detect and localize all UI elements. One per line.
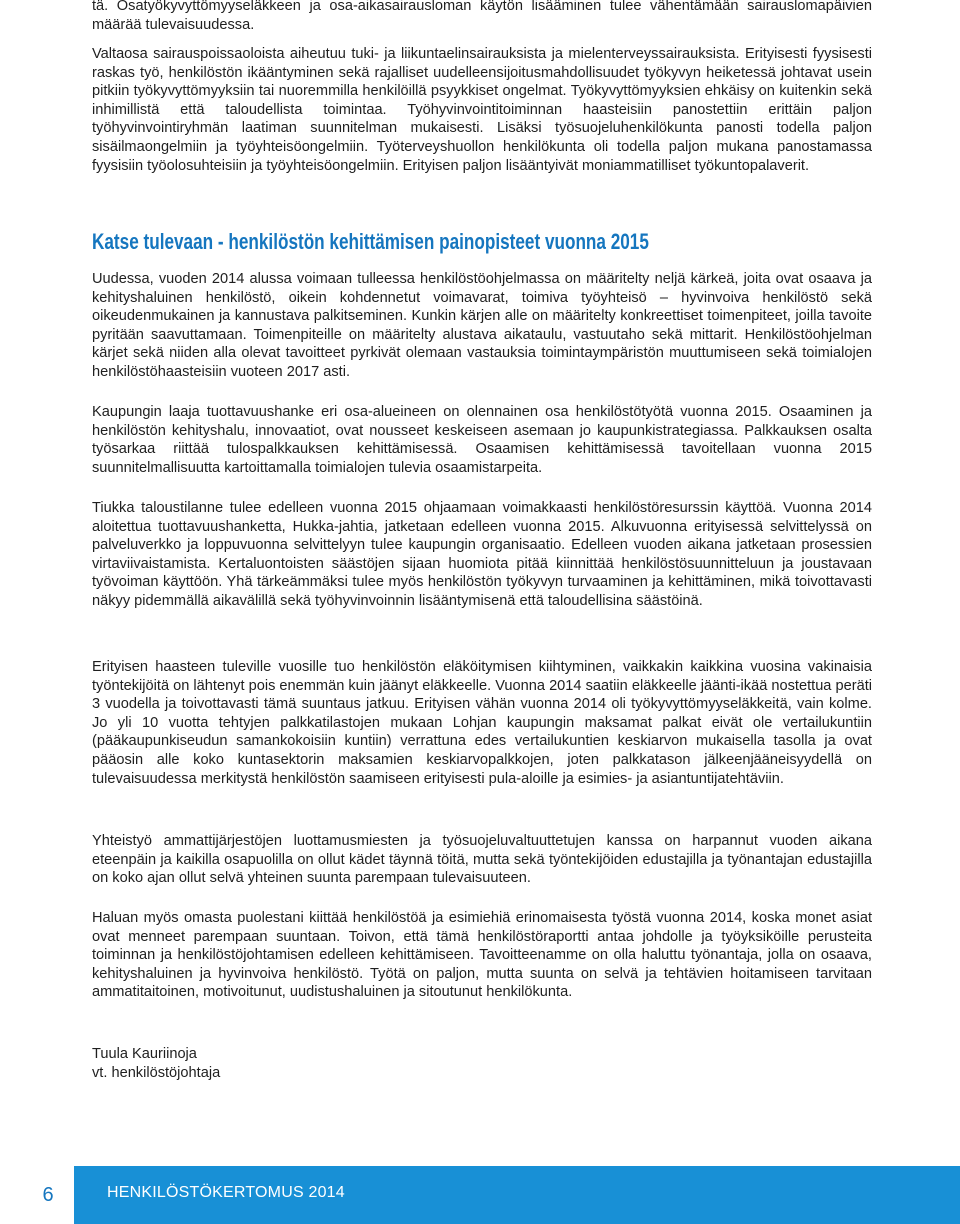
paragraph-hr-program: Uudessa, vuoden 2014 alussa voimaan tulleessa henkilöstöohjelmassa on määritelty neljä kärkeä, joita ovat osaava ja kehityshaluinen henkilöstö, oikein kohdennetut voimavarat, toimiva työyhteisö – hyvinvoiva henkilöstö sekä oikeudenmukainen ja kannustava palkitseminen. Kunkin kärjen alle on määritelty konkreettiset toimenpiteet, joilla tavoite pyritään saavuttamaan. Toimenpiteille on määritelty alustava aikataulu, vastuutaho sekä mittarit. Henkilöstöohjelman kärjet sekä niiden alla olevat tavoitteet pyrkivät olemaan vastauksia toimintaympäristön muuttumiseen sekä toimialojen henkilöstöhaasteisiin vuoteen 2017 asti.	[92, 271, 872, 380]
paragraph-economy: Tiukka taloustilanne tulee edelleen vuonna 2015 ohjaamaan voimakkaasti henkilöstöresurssin käyttöä. Vuonna 2014 aloitettua tuottavuushanketta, Hukka-jahtia, jatketaan edelleen vuonna 2015. Alkuvuonna erityisessä selvittelyssä on palveluverkko ja loppuvuonna selvittelyyn tulee kaupungin organisaatio. Edelleen vuoden aikana jatketaan prosessien virtaviivaistamista. Kertaluontoisten säästöjen sijaan huomiota pitää kiinnittää henkilöstösuunnitteluun ja joustavaan työvoiman käyttöön. Yhä tärkeämmäksi tulee myös henkilöstön työkyvyn turvaaminen ja kehittäminen, mikä toivottavasti näkyy pidemmällä aikavälillä sekä työhyvinvoinnin lisääntymisenä että taloudellisina säästöinä.	[92, 500, 872, 609]
signer-title: vt. henkilöstöjohtaja	[92, 1064, 221, 1081]
paragraph-retirement: Erityisen haasteen tuleville vuosille tuo henkilöstön eläköitymisen kiihtyminen, vaikkakin kaikkina vuosina vakinaisia työntekijöitä on lähtenyt pois enemmän kuin jäänyt eläkkeelle. Vuonna 2014 saatiin eläkkeelle jäänti-ikää nostettua peräti 3 vuodella ja toivottavasti tämä suuntaus jatkuu. Erityisen vähän vuonna 2014 oli työkyvyttömyyseläkkeitä, vain kolme. Jo yli 10 vuotta tehtyjen palkkatilastojen mukaan Lohjan kaupungin maksamat palkat eivät ole vertailukuntiin (pääkaupunkiseudun samankokoisiin kuntiin) verrattuna edes vertailukuntien keskiarvon mukaisella tasolla ja ovat pääosin alle koko kuntasektorin maksamien keskiarvopalkkojen, joten palkkatason jälkeenjääneisyydellä on tulevaisuudessa merkitystä henkilöstön saamiseen erityisesti pula-aloille ja esimies- ja asiantuntijatehtäviin.	[92, 659, 872, 787]
signer-name: Tuula Kauriinoja	[92, 1046, 197, 1062]
page-number-box	[0, 1166, 74, 1224]
paragraph-thanks: Haluan myös omasta puolestani kiittää henkilöstöä ja esimiehiä erinomaisesta työstä vuonna 2014, koska monet asiat ovat menneet parempaan suuntaan. Toivon, että tämä henkilöstöraportti antaa johdolle ja työyksiköille perusteita toiminnan ja henkilöstöjohtamisen edelleen kehittämiseen. Tavoitteenamme on olla haluttu työnantaja, jolla on osaava, kehityshaluinen ja hyvinvoiva henkilöstö. Työtä on paljon, mutta suunta on selvä ja tehtävien hoitamiseen tarvitaan ammatitaitoinen, motivoitunut, uudistushaluinen ja sitoutunut henkilökunta.	[92, 910, 872, 1001]
document-title: HENKILÖSTÖKERTOMUS 2014	[107, 1184, 345, 1201]
page-footer	[0, 1166, 960, 1224]
paragraph-sick-leave: Valtaosa sairauspoissaoloista aiheutuu tuki- ja liikuntaelinsairauksista ja mielenterveyssairauksista. Erityisesti fyysisesti raskas työ, henkilöstön ikääntyminen sekä rajalliset uudelleensijoitusmahdollisuudet työkyvyn heiketessä johtavat usein pitkiin työkyvyttömyyksiin tai nuoremmilla henkilöillä psyykkiset ongelmat. Työkyvyttömyyksien ehkäisy on kuitenkin sekä inhimillistä että taloudellista toimintaa. Työhyvinvointitoiminnan haasteisiin panostettiin erittäin paljon työhyvinvointiryhmän laatiman suunnitelman mukaisesti. Lisäksi työsuojeluhenkilökunta panosti todella paljon sisäilmaongelmiin ja työyhteisöongelmiin. Työterveyshuollon henkilökunta oli todella paljon mukana panostamassa fyysisiin työolosuhteisiin ja työyhteisöongelmiin. Erityisen paljon lisääntyivät moniammatilliset työkuntopalaverit.	[92, 46, 872, 174]
continued-paragraph: tä. Osatyökyvyttömyyseläkkeen ja osa-aikasairausloman käytön lisääminen tulee vähentämään sairauslomapäivien määrää tulevaisuudessa.	[92, 0, 872, 33]
signature-block	[92, 1045, 220, 1082]
page-number: 6	[42, 1183, 54, 1206]
paragraph-productivity: Kaupungin laaja tuottavuushanke eri osa-alueineen on olennainen osa henkilöstötyötä vuonna 2015. Osaaminen ja henkilöstön kehityshalu, innovaatiot, ovat nousseet keskeiseen asemaan jo kaupunkistrategiassa. Palkkauksen osalta työsarkaa riittää tulospalkkauksen kehittämisessä. Osaamisen kehittämisessä tavoitellaan vuonna 2015 suunnitelmallisuutta kartoittamalla toimialojen tulevia osaamistarpeita.	[92, 404, 872, 476]
paragraph-cooperation: Yhteistyö ammattijärjestöjen luottamusmiesten ja työsuojeluvaltuuttetujen kanssa on harpannut vuoden aikana eteenpäin ja kaikilla osapuolilla on ollut kädet täynnä töitä, mutta sekä työntekijöiden edustajilla ja työnantajan edustajilla on koko ajan ollut selvä yhteinen suunta parempaan tulevaisuuteen.	[92, 833, 872, 887]
section-heading: Katse tulevaan - henkilöstön kehittämisen painopisteet vuonna 2015	[92, 229, 649, 254]
